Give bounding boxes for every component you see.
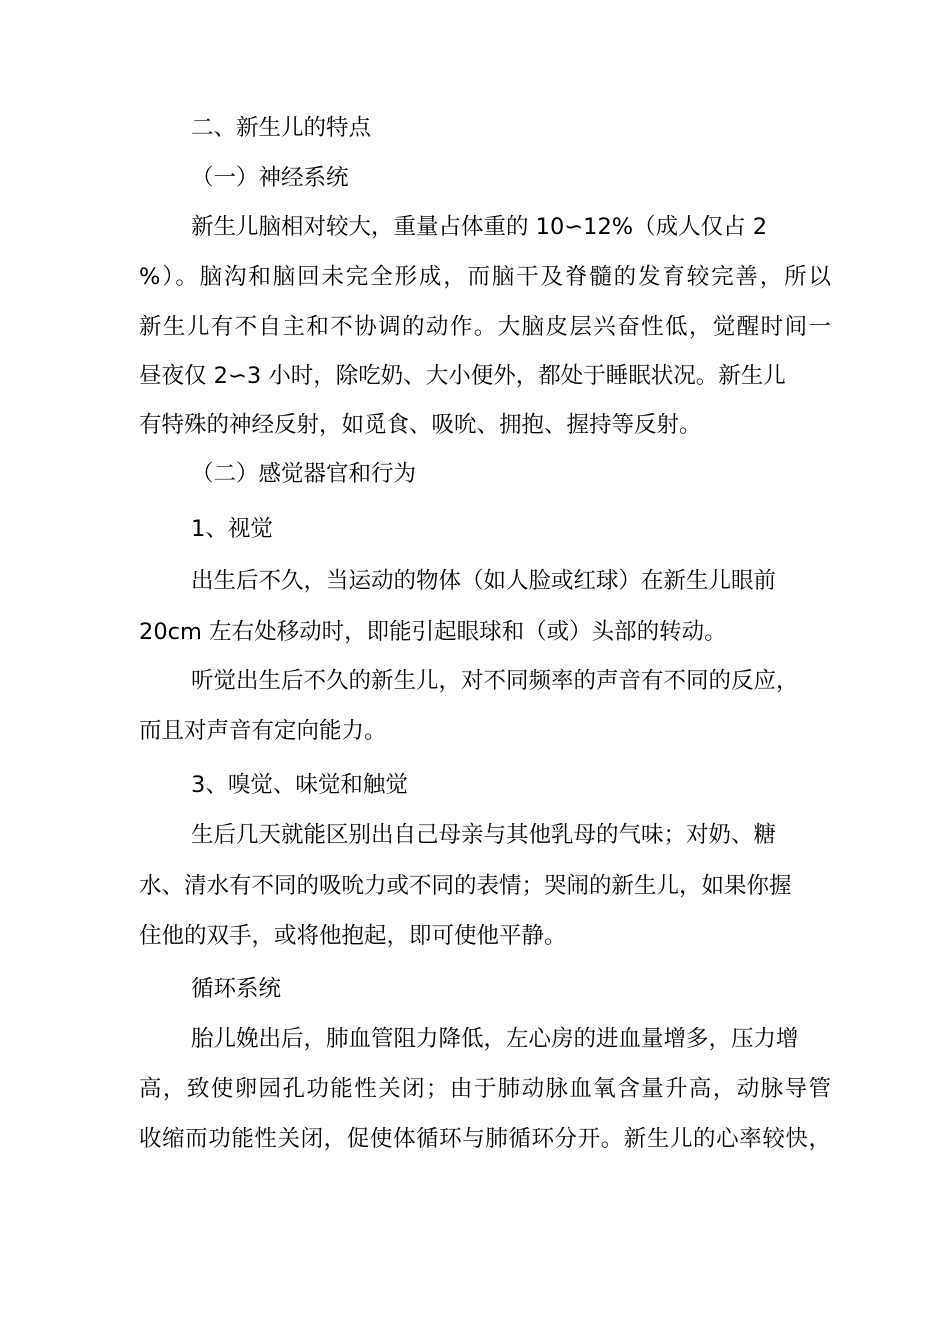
paragraph-line: 有特殊的神经反射，如觅食、吸吮、拥抱、握持等反射。 bbox=[139, 412, 702, 438]
paragraph-line: 新生儿脑相对较大，重量占体重的 10∽12%（成人仅占 2 bbox=[191, 214, 768, 240]
item-heading: 3、嗅觉、味觉和触觉 bbox=[191, 772, 408, 798]
paragraph-line: 听觉出生后不久的新生儿，对不同频率的声音有不同的反应， bbox=[191, 668, 799, 694]
paragraph-line: 20cm 左右处移动时，即能引起眼球和（或）头部的转动。 bbox=[139, 619, 727, 645]
paragraph-line: 高，致使卵园孔功能性关闭；由于肺动脉血氧含量升高，动脉导管 bbox=[139, 1076, 831, 1102]
paragraph-line: 出生后不久，当运动的物体（如人脸或红球）在新生儿眼前 bbox=[191, 568, 777, 594]
paragraph-line: 新生儿有不自主和不协调的动作。大脑皮层兴奋性低，觉醒时间一 bbox=[139, 314, 831, 340]
paragraph-line: 胎儿娩出后，肺血管阻力降低，左心房的进血量增多，压力增 bbox=[191, 1026, 799, 1052]
subsection-heading: （二）感觉器官和行为 bbox=[191, 461, 417, 487]
subsection-heading: 循环系统 bbox=[191, 976, 282, 1002]
paragraph-line: %）。脑沟和脑回未完全形成，而脑干及脊髓的发育较完善，所以 bbox=[139, 264, 831, 290]
section-heading: 二、新生儿的特点 bbox=[191, 115, 372, 141]
paragraph-line: 而且对声音有定向能力。 bbox=[139, 718, 387, 744]
paragraph-line: 生后几天就能区别出自己母亲与其他乳母的气味；对奶、糖 bbox=[191, 822, 777, 848]
paragraph-line: 水、清水有不同的吸吮力或不同的表情；哭闹的新生儿，如果你握 bbox=[139, 873, 792, 899]
paragraph-line: 住他的双手，或将他抱起，即可使他平静。 bbox=[139, 923, 567, 949]
paragraph-line: 昼夜仅 2∽3 小时，除吃奶、大小便外，都处于睡眠状况。新生儿 bbox=[139, 363, 786, 389]
item-heading: 1、视觉 bbox=[191, 516, 273, 542]
paragraph-line: 收缩而功能性关闭，促使体循环与肺循环分开。新生儿的心率较快， bbox=[139, 1126, 831, 1152]
subsection-heading: （一）神经系统 bbox=[191, 165, 349, 191]
